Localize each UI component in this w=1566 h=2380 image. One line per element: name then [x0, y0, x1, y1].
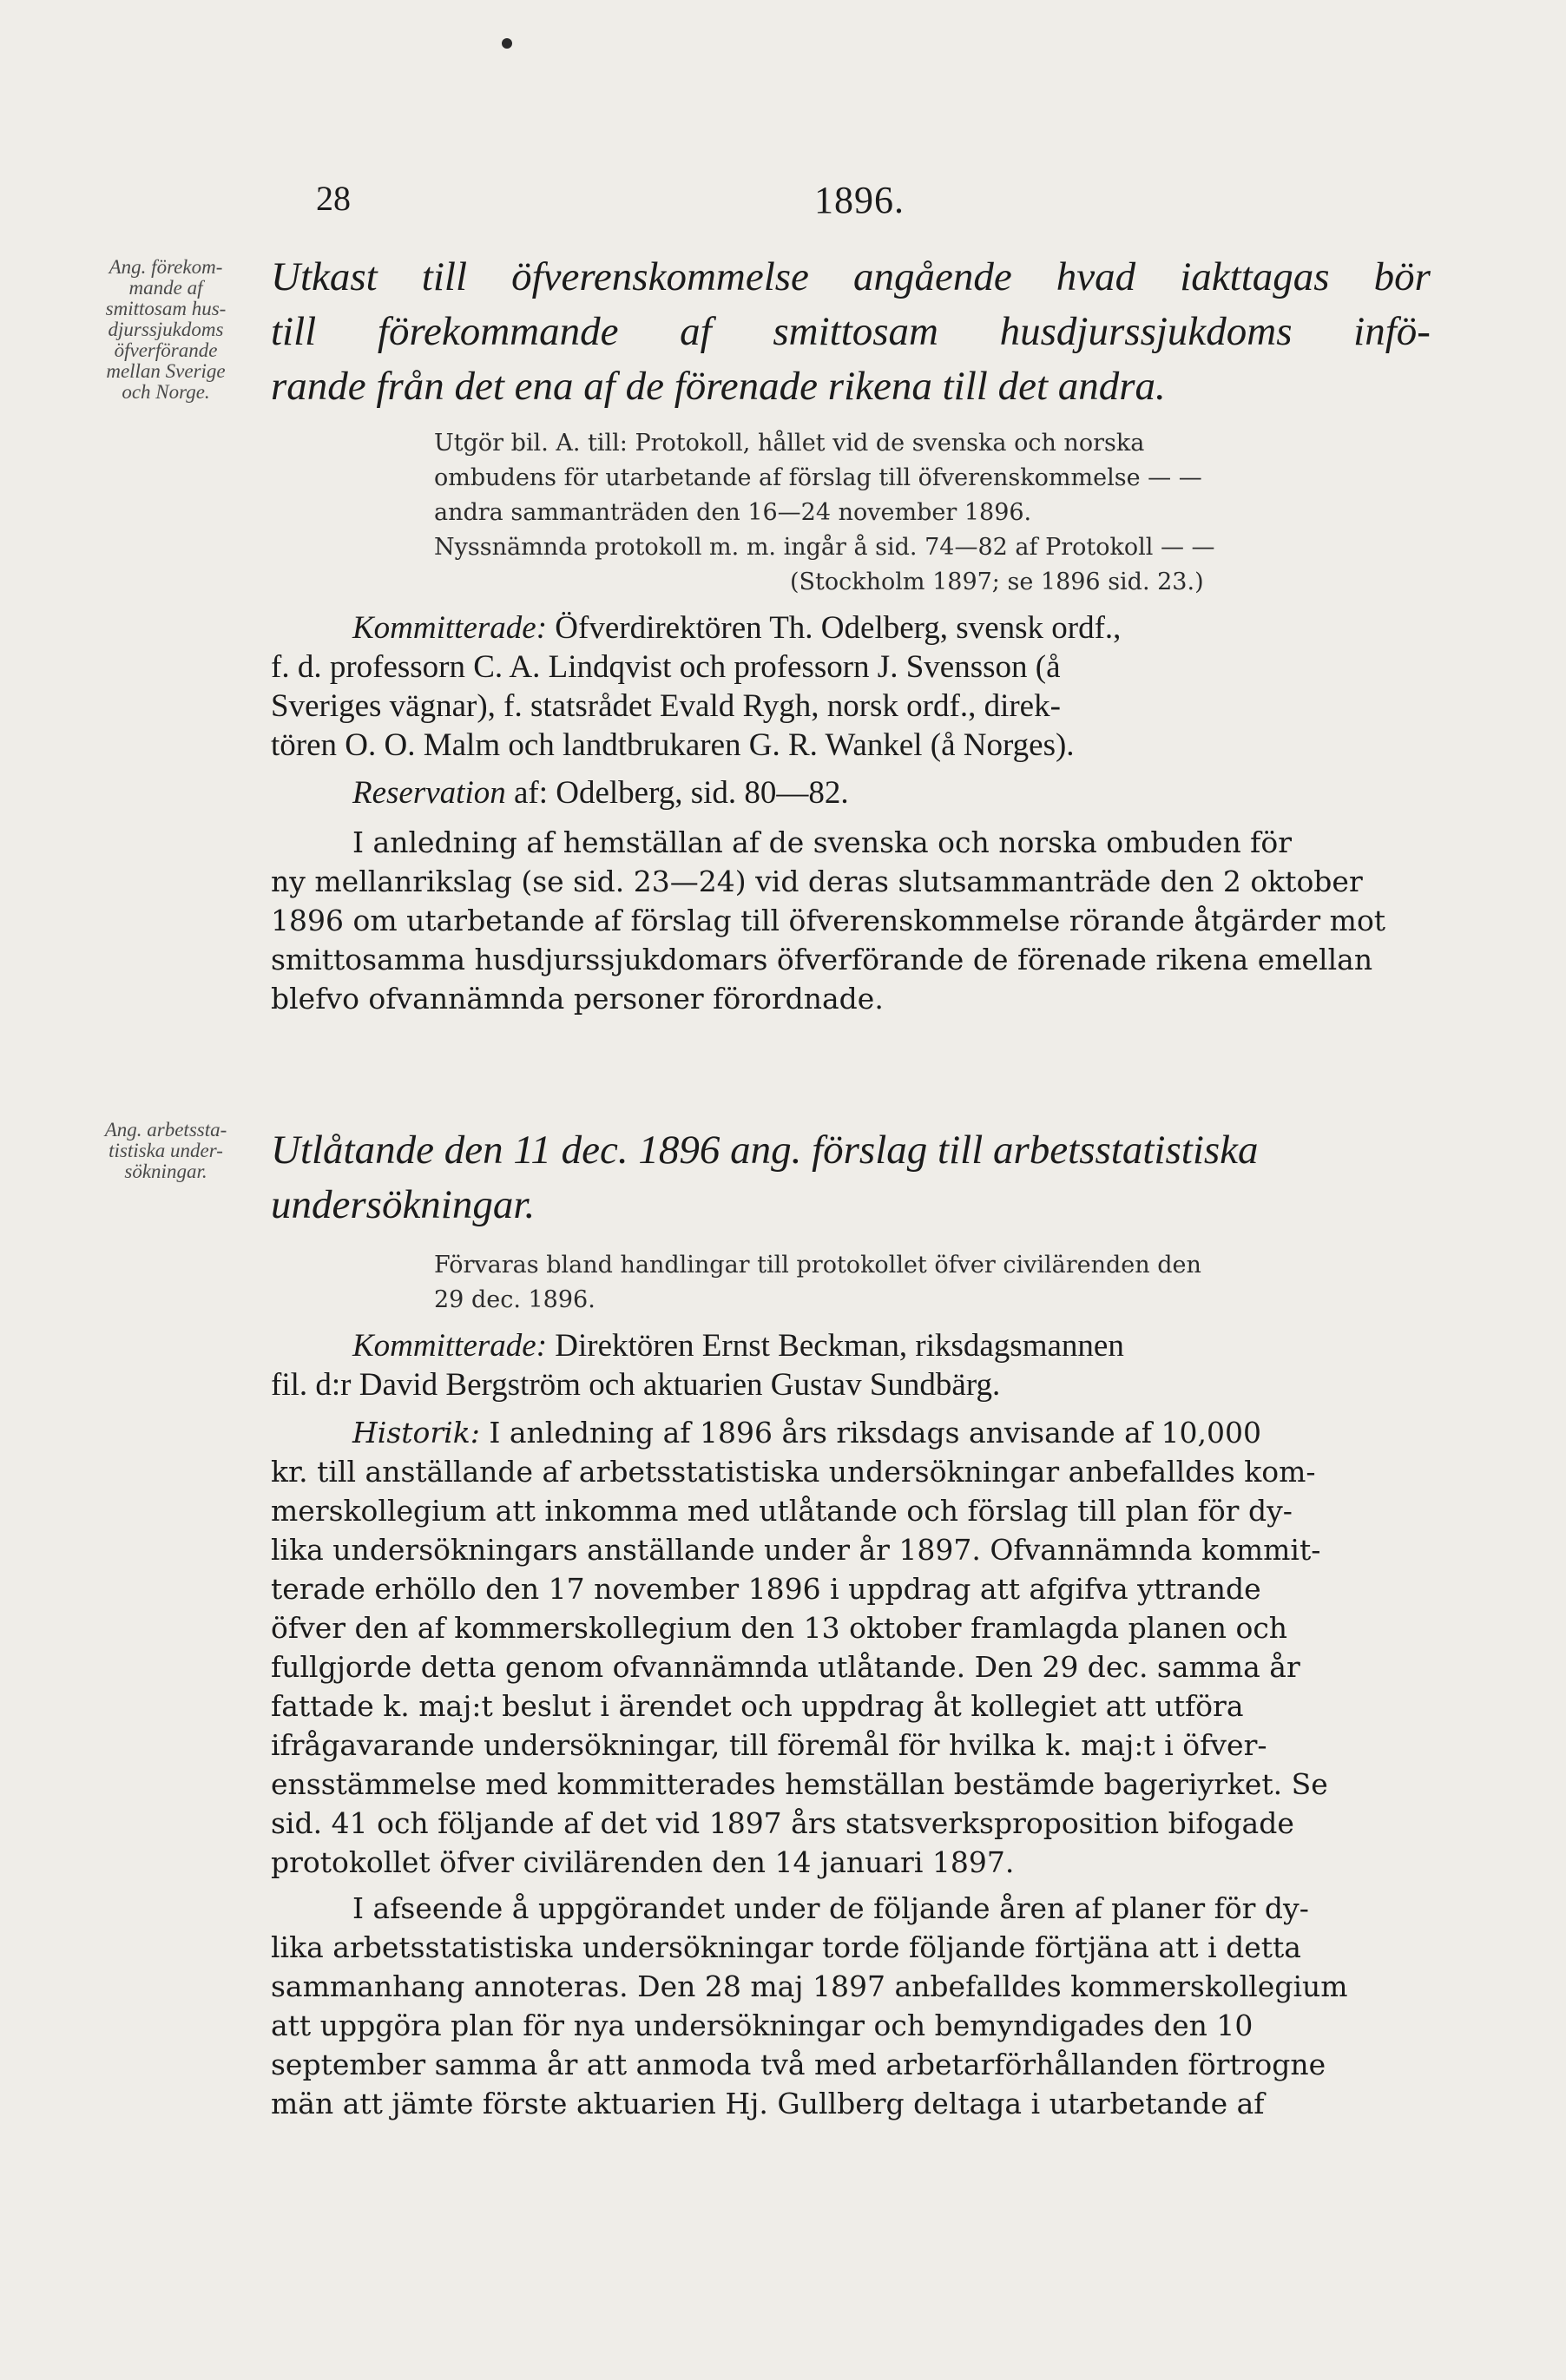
title-line: Utlåtande den 11 dec. 1896 ang. förslag till arbetsstatistiska [271, 1128, 1259, 1173]
history-line: ensstämmelse med kommitterades hemställan bestämde bageriyrket. Se [271, 1767, 1328, 1801]
title-word: Utkast [271, 254, 378, 299]
title-word: bör [1373, 254, 1431, 299]
committee-line [271, 608, 1431, 648]
committee-members [271, 1326, 1431, 1404]
title-word: angående [852, 254, 1012, 299]
title-word: till [271, 309, 317, 354]
paragraph-line: I afseende å uppgörandet under de följande åren af planer för dy- [352, 1891, 1309, 1925]
paragraph-line: I anledning af hemställan af de svenska och norska ombuden för [352, 825, 1293, 859]
section-contagious-diseases [271, 250, 1431, 1018]
committee-line: f. d. professorn C. A. Lindqvist och professorn J. Svensson (å [271, 649, 1061, 685]
reference-line: andra sammanträden den 16—24 november 1896. [434, 499, 1032, 526]
history-label: Historik: [352, 1416, 480, 1450]
title-word: af [680, 309, 712, 354]
reference-line: Utgör bil. A. till: Protokoll, hållet vid de svenska och norska [434, 430, 1145, 457]
archive-line: 29 dec. 1896. [434, 1286, 595, 1313]
paragraph-line: män att jämte förste aktuarien Hj. Gullberg deltaga i utarbetande af [271, 2087, 1265, 2120]
reference-line: Nyssnämnda protokoll m. m. ingår å sid. 74—82 af Protokoll — — [434, 534, 1215, 561]
paragraph-line: september samma år att anmoda två med arbetarförhållanden förtrogne [271, 2048, 1326, 2081]
margin-note-contagious-diseases [49, 257, 283, 403]
margin-note-line: öfverförande [114, 339, 218, 361]
title-word: iakttagas [1180, 254, 1330, 299]
title-line: rande från det ena af de förenade rikena till det andra. [271, 364, 1166, 409]
section-labour-statistics [271, 1123, 1431, 2123]
paragraph-line: sammanhang annoteras. Den 28 maj 1897 anbefalldes kommerskollegium [271, 1969, 1348, 2003]
margin-note-line: och Norge. [122, 381, 210, 403]
title-word: öfverenskommelse [511, 254, 809, 299]
title-word: smittosam [773, 309, 938, 354]
committee-line: fil. d:r David Bergström och aktuarien Gustav Sundbärg. [271, 1367, 1001, 1403]
margin-note-line: mellan Sverige [106, 360, 226, 382]
committee-line: Sveriges vägnar), f. statsrådet Evald Rygh, norsk ordf., direk- [271, 688, 1061, 724]
margin-note-line: sökningar. [124, 1160, 207, 1182]
margin-note-labour-statistics [49, 1120, 283, 1182]
reservation-text: af: Odelberg, sid. 80—82. [505, 775, 849, 811]
committee-line [271, 1326, 1431, 1365]
history-line: kr. till anställande af arbetsstatistiska undersökningar anbefalldes kom- [271, 1455, 1316, 1489]
title-word: husdjurssjukdoms [999, 309, 1293, 354]
section-paragraph [271, 823, 1431, 1018]
margin-note-line: djurssjukdoms [108, 319, 224, 340]
history-line [271, 1413, 1431, 1452]
committee-text: Öfverdirektören Th. Odelberg, svensk ordf., [547, 610, 1122, 646]
title-word: infö- [1353, 309, 1431, 354]
reservation [271, 773, 1431, 812]
history-line: ifrågavarande undersökningar, till föremål för hvilka k. maj:t i öfver- [271, 1728, 1267, 1762]
archive-note [271, 1248, 1431, 1318]
title-word: till [421, 254, 468, 299]
history-line: lika undersökningars anställande under år 1897. Ofvannämnda kommit- [271, 1533, 1321, 1567]
paragraph-line: lika arbetsstatistiska undersökningar torde följande förtjäna att i detta [271, 1930, 1301, 1964]
page-header [0, 178, 1566, 230]
margin-note-line: Ang. arbetssta- [104, 1119, 227, 1141]
section-title [271, 250, 1431, 414]
title-word: hvad [1056, 254, 1136, 299]
history-line: merskollegium att inkomma med utlåtande och förslag till plan för dy- [271, 1494, 1293, 1528]
history-line: fattade k. maj:t beslut i ärendet och uppdrag åt kollegiet att utföra [271, 1689, 1244, 1723]
reference-line: (Stockholm 1897; se 1896 sid. 23.) [790, 569, 1204, 595]
committee-members [271, 608, 1431, 765]
committee-label: Kommitterade: [352, 1328, 548, 1364]
reference-line: ombudens för utarbetande af förslag till öfverenskommelse — — [434, 464, 1202, 491]
reservation-label: Reservation [352, 775, 506, 811]
title-line: undersökningar. [271, 1182, 536, 1227]
paragraph-line: smittosamma husdjurssjukdomars öfverförande de förenade rikena emellan [271, 943, 1373, 976]
ink-speck [502, 38, 512, 49]
title-line [271, 250, 1431, 305]
archive-line: Förvaras bland handlingar till protokollet öfver civilärenden den [434, 1252, 1201, 1279]
paragraph-line: 1896 om utarbetande af förslag till öfverenskommelse rörande åtgärder mot [271, 904, 1386, 937]
section-paragraph [271, 1889, 1431, 2123]
committee-label: Kommitterade: [352, 610, 548, 646]
page-year: 1896. [814, 179, 905, 221]
history-line: öfver den af kommerskollegium den 13 oktober framlagda planen och [271, 1611, 1288, 1645]
history-line: fullgjorde detta genom ofvannämnda utlåtande. Den 29 dec. samma år [271, 1650, 1300, 1684]
paragraph-line: blefvo ofvannämnda personer förordnade. [271, 982, 884, 1016]
committee-text: Direktören Ernst Beckman, riksdagsmannen [547, 1328, 1124, 1364]
paragraph-line: att uppgöra plan för nya undersökningar och bemyndigades den 10 [271, 2009, 1253, 2042]
margin-note-line: mande af [128, 277, 203, 299]
margin-note-line: tistiska under- [109, 1140, 223, 1161]
history-line: protokollet öfver civilärenden den 14 januari 1897. [271, 1845, 1015, 1879]
protocol-reference [271, 426, 1431, 600]
margin-note-line: Ang. förekom- [109, 256, 223, 278]
history-line: terade erhöllo den 17 november 1896 i uppdrag att afgifva yttrande [271, 1572, 1261, 1606]
section-title [271, 1123, 1431, 1233]
title-line [271, 305, 1431, 359]
committee-line: tören O. O. Malm och landtbrukaren G. R. Wankel (å Norges). [271, 727, 1075, 763]
title-word: förekommande [377, 309, 619, 354]
history-line: sid. 41 och följande af det vid 1897 års statsverksproposition bifogade [271, 1806, 1294, 1840]
margin-note-line: smittosam hus- [105, 298, 227, 319]
paragraph-line: ny mellanrikslag (se sid. 23—24) vid deras slutsammanträde den 2 oktober [271, 865, 1363, 898]
page-number: 28 [316, 179, 351, 218]
history-text: I anledning af 1896 års riksdags anvisande af 10,000 [479, 1416, 1261, 1450]
history-paragraph [271, 1413, 1431, 1882]
